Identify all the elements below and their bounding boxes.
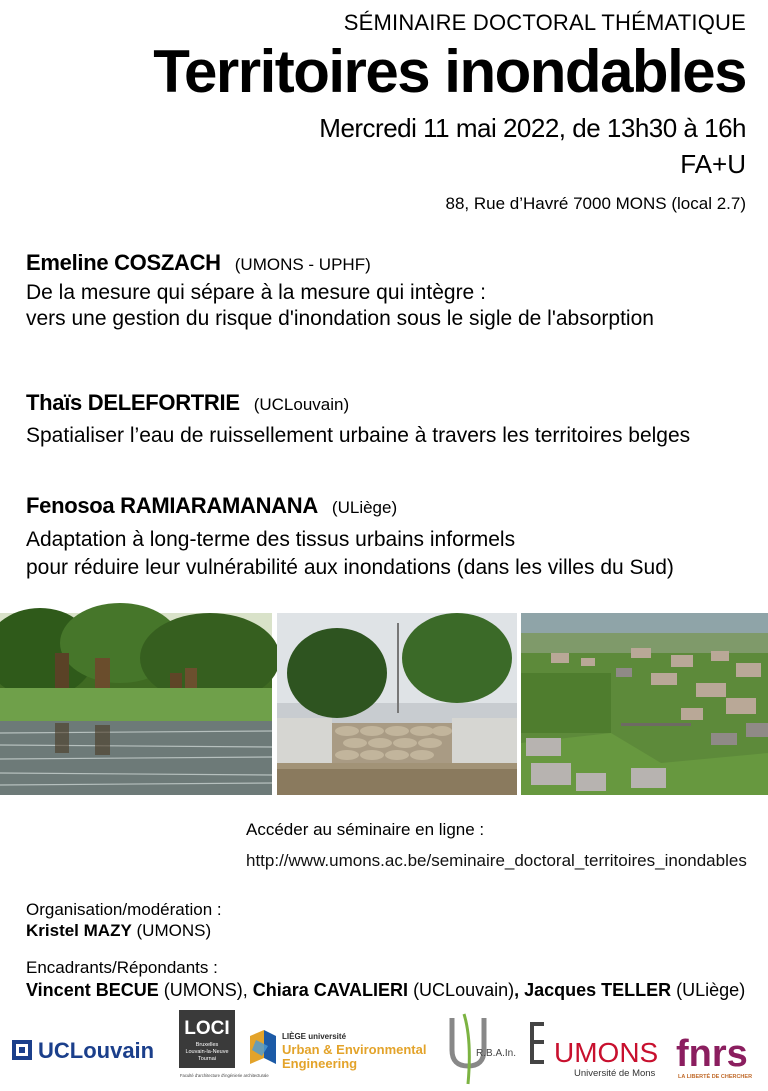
fnrs-logo bbox=[674, 1010, 760, 1086]
speaker-1 bbox=[26, 250, 654, 332]
speaker-institution: (UCLouvain) bbox=[253, 395, 350, 414]
speaker-name: Emeline COSZACH bbox=[26, 250, 221, 275]
address: 88, Rue d’Havré 7000 MONS (local 2.7) bbox=[445, 194, 746, 213]
umons-logo bbox=[554, 1010, 670, 1086]
encadrant-name: Vincent BECUE bbox=[26, 980, 159, 1000]
umons-logo-text: UMONS bbox=[554, 1037, 659, 1068]
seminar-online-link[interactable]: http://www.umons.ac.be/seminaire_doctoral_territoires_inondables bbox=[246, 851, 747, 870]
talk-title-line: pour réduire leur vulnérabilité aux inondations (dans les villes du Sud) bbox=[26, 556, 674, 579]
talk-title-line: De la mesure qui sépare à la mesure qui intègre : bbox=[26, 281, 486, 304]
svg-text:R.B.A.In.: R.B.A.In. bbox=[476, 1048, 517, 1059]
encadrant-institution: (UMONS), bbox=[158, 980, 253, 1000]
photo-flooded-settlement bbox=[521, 613, 768, 795]
svg-text:Université de Mons: Université de Mons bbox=[574, 1068, 656, 1079]
photo-sandbag-wall bbox=[277, 613, 517, 795]
loci-logo-text: LOCI bbox=[184, 1018, 230, 1039]
encadrants-label: Encadrants/Répondants : bbox=[26, 958, 218, 977]
uclouvain-logo-text: UCLouvain bbox=[38, 1038, 155, 1063]
photo-flooded-trees bbox=[0, 613, 272, 795]
svg-text:LIÈGE université: LIÈGE université bbox=[282, 1032, 347, 1041]
speaker-name: Fenosoa RAMIARAMANANA bbox=[26, 493, 318, 518]
seminar-kind: SÉMINAIRE DOCTORAL THÉMATIQUE bbox=[343, 10, 746, 35]
fnrs-logo-text: fnrs bbox=[676, 1033, 748, 1075]
speaker-institution: (ULiège) bbox=[331, 498, 398, 517]
speaker-3 bbox=[26, 493, 674, 581]
organiser-institution: (UMONS) bbox=[131, 921, 212, 940]
svg-text:Louvain-la-Neuve: Louvain-la-Neuve bbox=[185, 1049, 229, 1055]
liege-urban-environmental-logo bbox=[248, 1010, 438, 1086]
encadrant-name: , Jacques TELLER bbox=[514, 980, 672, 1000]
urbain-logo bbox=[446, 1010, 546, 1086]
encadrants-list bbox=[26, 980, 745, 1001]
uclouvain-logo bbox=[8, 1010, 173, 1086]
venue: FA+U bbox=[680, 149, 746, 179]
svg-text:Engineering: Engineering bbox=[282, 1056, 358, 1071]
speaker-2 bbox=[26, 390, 690, 449]
svg-text:Tournai: Tournai bbox=[197, 1056, 217, 1062]
speaker-institution: (UMONS - UPHF) bbox=[234, 255, 371, 274]
svg-text:Bruxelles: Bruxelles bbox=[195, 1042, 219, 1048]
organisation-label: Organisation/modération : bbox=[26, 900, 222, 919]
talk-title-line: Spatialiser l’eau de ruissellement urbaine à travers les territoires belges bbox=[26, 424, 691, 447]
svg-text:Faculté d'architecture d'ingén: Faculté d'architecture d'ingénierie architecturale bbox=[180, 1073, 269, 1078]
encadrant-institution: (UCLouvain) bbox=[408, 980, 515, 1000]
date-line: Mercredi 11 mai 2022, de 13h30 à 16h bbox=[319, 113, 746, 143]
talk-title-line: vers une gestion du risque d'inondation sous le sigle de l'absorption bbox=[26, 307, 654, 330]
online-access-label: Accéder au séminaire en ligne : bbox=[246, 820, 485, 839]
encadrant-name: Chiara CAVALIERI bbox=[252, 980, 409, 1000]
svg-text:Urban & Environmental: Urban & Environmental bbox=[282, 1042, 427, 1057]
organisation-person bbox=[26, 921, 211, 941]
svg-text:LA LIBERTÉ DE CHERCHER: LA LIBERTÉ DE CHERCHER bbox=[678, 1074, 753, 1080]
organiser-name: Kristel MAZY bbox=[26, 921, 132, 940]
speaker-name: Thaïs DELEFORTRIE bbox=[26, 390, 240, 415]
encadrant-institution: (ULiège) bbox=[671, 980, 746, 1000]
page-title: Territoires inondables bbox=[153, 38, 746, 105]
loci-logo bbox=[179, 1010, 269, 1086]
talk-title-line: Adaptation à long-terme des tissus urbains informels bbox=[26, 528, 516, 551]
